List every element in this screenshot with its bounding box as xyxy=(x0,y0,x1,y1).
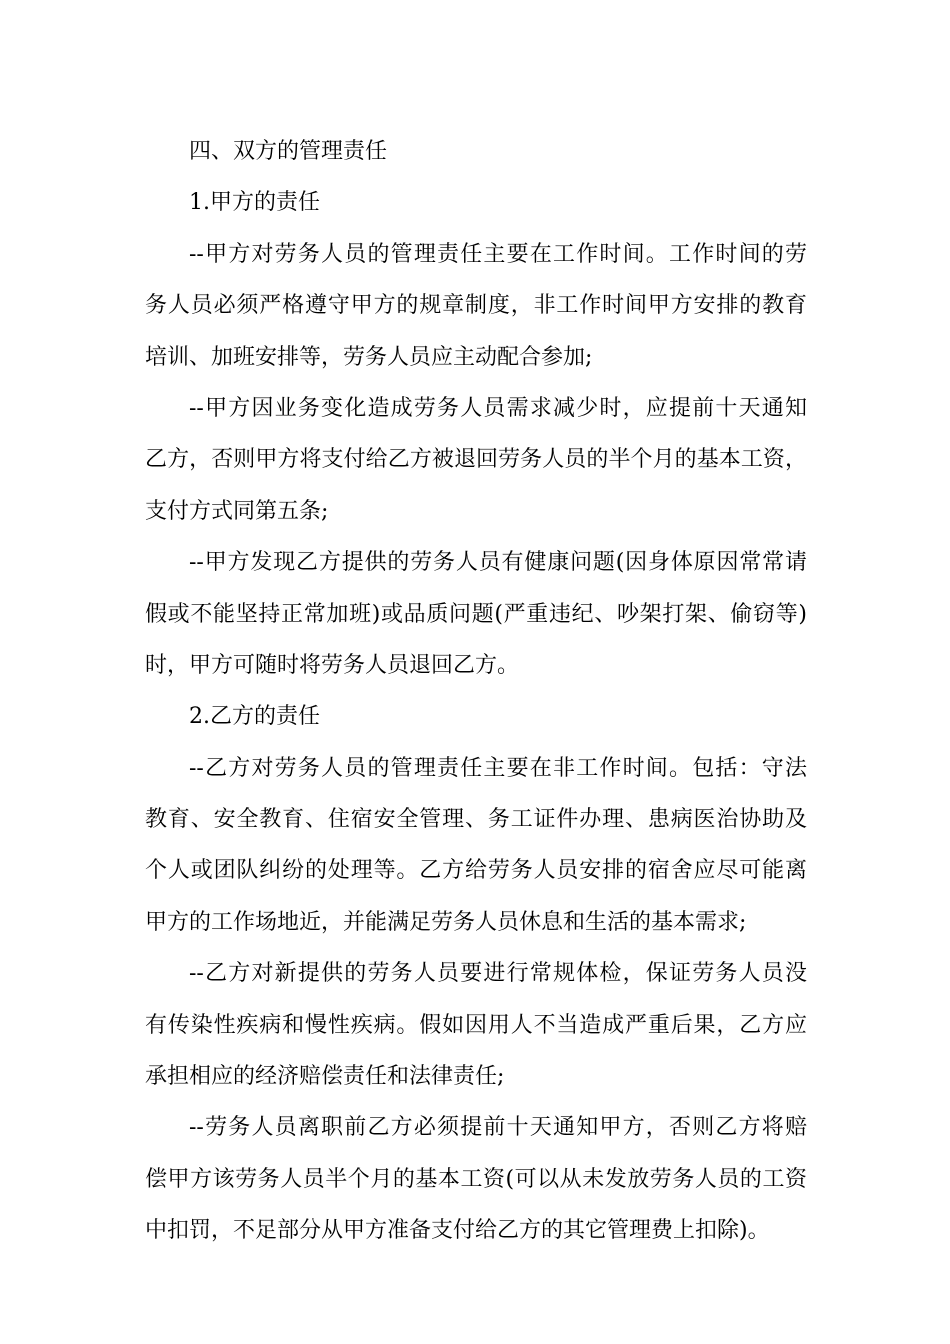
paragraph-line: 务人员必须严格遵守甲方的规章制度，非工作时间甲方安排的教育 xyxy=(145,293,807,319)
paragraph-line: 有传染性疾病和慢性疾病。假如因用人不当造成严重后果，乙方应 xyxy=(145,1012,807,1038)
paragraph-line: 乙方，否则甲方将支付给乙方被退回劳务人员的半个月的基本工资， xyxy=(145,447,807,473)
paragraph-line: 支付方式同第五条; xyxy=(145,498,329,524)
paragraph-line: --劳务人员离职前乙方必须提前十天通知甲方，否则乙方将赔 xyxy=(189,1115,807,1141)
paragraph-line: 甲方的工作场地近，并能满足劳务人员休息和生活的基本需求; xyxy=(145,909,747,935)
paragraph-line: 承担相应的经济赔偿责任和法律责任; xyxy=(145,1064,505,1090)
paragraph-line: --乙方对劳务人员的管理责任主要在非工作时间。包括：守法 xyxy=(189,755,807,781)
paragraph-line: 个人或团队纠纷的处理等。乙方给劳务人员安排的宿舍应尽可能离 xyxy=(145,858,807,884)
paragraph-line: --甲方发现乙方提供的劳务人员有健康问题(因身体原因常常请 xyxy=(189,550,807,576)
document-body xyxy=(145,126,807,1257)
paragraph-line: --乙方对新提供的劳务人员要进行常规体检，保证劳务人员没 xyxy=(189,961,807,987)
paragraph-line: 中扣罚，不足部分从甲方准备支付给乙方的其它管理费上扣除)。 xyxy=(145,1218,770,1244)
paragraph-line: 教育、安全教育、住宿安全管理、务工证件办理、患病医治协助及 xyxy=(145,807,807,833)
paragraph-line: --甲方因业务变化造成劳务人员需求减少时，应提前十天通知 xyxy=(189,395,807,421)
paragraph-line: --甲方对劳务人员的管理责任主要在工作时间。工作时间的劳 xyxy=(189,241,807,267)
subsection-heading-party-a: 1.甲方的责任 xyxy=(189,190,320,216)
paragraph-line: 假或不能坚持正常加班)或品质问题(严重违纪、吵架打架、偷窃等) xyxy=(145,601,807,627)
section-heading: 四、双方的管理责任 xyxy=(189,139,388,164)
paragraph-line: 培训、加班安排等，劳务人员应主动配合参加; xyxy=(145,344,593,370)
paragraph-line: 时，甲方可随时将劳务人员退回乙方。 xyxy=(145,652,520,678)
paragraph-line: 偿甲方该劳务人员半个月的基本工资(可以从未发放劳务人员的工资 xyxy=(145,1166,807,1192)
subsection-heading-party-b: 2.乙方的责任 xyxy=(189,704,320,730)
